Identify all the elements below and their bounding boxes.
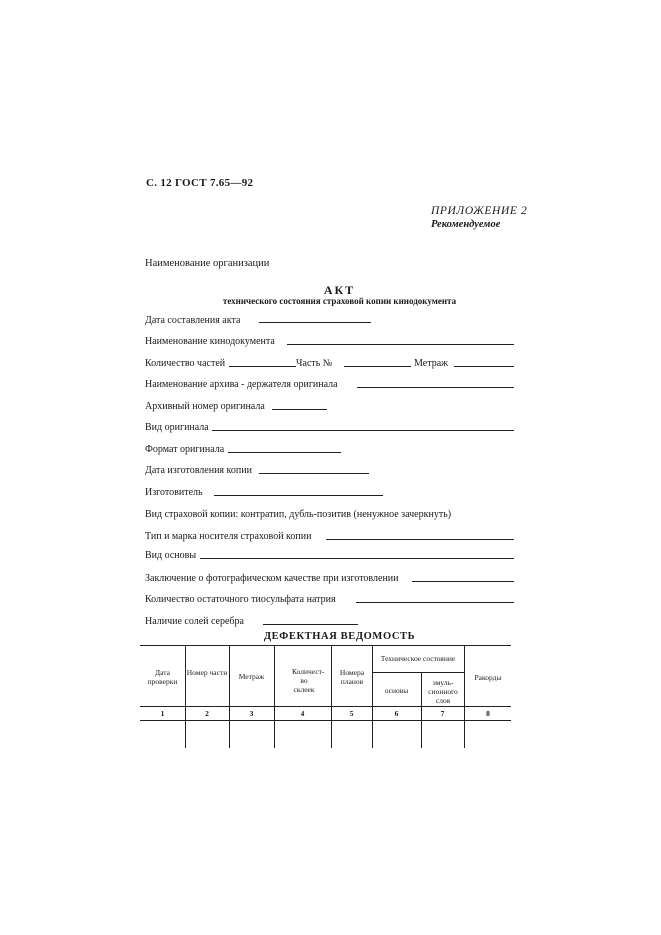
- field-archive-name-line[interactable]: [357, 387, 514, 388]
- defect-sheet-title: ДЕФЕКТНАЯ ВЕДОМОСТЬ: [263, 631, 416, 642]
- table-col-divider-1: [185, 645, 186, 748]
- col-number: 4: [300, 709, 305, 718]
- col-header-tech-state: Техническое состояние: [380, 654, 456, 663]
- field-carrier-type-label: Тип и марка носителя страховой копии: [145, 531, 312, 542]
- table-header-border: [140, 706, 511, 707]
- field-thiosulfate-label: Количество остаточного тиосульфата натрия: [145, 594, 336, 605]
- field-base-type-line[interactable]: [200, 558, 514, 559]
- field-part-no-label: Часть №: [296, 358, 333, 369]
- field-original-type-line[interactable]: [212, 430, 514, 431]
- act-subtitle: технического состояния страховой копии кинодокумента: [222, 296, 457, 306]
- col-number: 7: [440, 709, 445, 718]
- table-number-border: [140, 720, 511, 721]
- col-header-check-date: Дата проверки: [147, 668, 178, 686]
- field-copy-date-label: Дата изготовления копии: [145, 465, 252, 476]
- appendix-title: ПРИЛОЖЕНИЕ 2: [431, 205, 528, 217]
- field-parts-count-label: Количество частей: [145, 358, 226, 369]
- col-header-leaders: Ракорды: [474, 673, 502, 682]
- field-base-type-label: Вид основы: [145, 550, 197, 561]
- field-silver-salts-label: Наличие солей серебра: [145, 616, 244, 627]
- organization-label: Наименование организации: [145, 258, 270, 269]
- appendix-status: Рекомендуемое: [431, 219, 501, 230]
- col-header-shots: Номера планов: [339, 668, 365, 686]
- field-archive-name-label: Наименование архива - держателя оригинала: [145, 379, 338, 390]
- field-original-format-label: Формат оригинала: [145, 444, 225, 455]
- col-number: 2: [205, 709, 209, 718]
- act-title: АКТ: [323, 283, 356, 297]
- field-silver-salts-line[interactable]: [263, 624, 358, 625]
- table-col-divider-4: [331, 645, 332, 748]
- col-header-part-no: Номер части: [186, 668, 228, 677]
- col-header-length: Метраж: [238, 672, 265, 681]
- field-part-no-line[interactable]: [344, 366, 411, 367]
- field-original-type-label: Вид оригинала: [145, 422, 209, 433]
- table-col-divider-7: [464, 645, 465, 748]
- col-number: 6: [394, 709, 399, 718]
- field-copy-type-label: Вид страховой копии: контратип, дубль-позитив (ненужное зачеркнуть): [145, 509, 452, 520]
- page-header-ref: С. 12 ГОСТ 7.65—92: [146, 177, 254, 189]
- table-top-border: [140, 645, 511, 646]
- field-original-format-line[interactable]: [228, 452, 341, 453]
- field-parts-count-line[interactable]: [229, 366, 296, 367]
- field-date-compiled-label: Дата составления акта: [145, 315, 241, 326]
- field-thiosulfate-line[interactable]: [356, 602, 514, 603]
- col-number: 8: [486, 709, 490, 718]
- field-maker-line[interactable]: [214, 495, 383, 496]
- table-subheader-border: [372, 672, 464, 673]
- col-header-base: основы: [384, 686, 409, 695]
- field-length-line[interactable]: [454, 366, 514, 367]
- field-photo-quality-line[interactable]: [412, 581, 514, 582]
- field-length-label: Метраж: [414, 358, 449, 369]
- field-archive-no-line[interactable]: [272, 409, 327, 410]
- field-photo-quality-label: Заключение о фотографическом качестве при изготовлении: [145, 573, 399, 584]
- field-copy-date-line[interactable]: [259, 473, 369, 474]
- field-archive-no-label: Архивный номер оригинала: [145, 401, 265, 412]
- table-col-divider-3: [274, 645, 275, 748]
- col-number: 5: [349, 709, 354, 718]
- col-header-splices: Количест-во склеек: [292, 667, 325, 694]
- col-number: 3: [249, 709, 254, 718]
- col-number: 1: [160, 709, 165, 718]
- field-date-compiled-line[interactable]: [259, 322, 371, 323]
- field-carrier-type-line[interactable]: [326, 539, 514, 540]
- col-header-emulsion: эмуль-сионного слоя: [428, 678, 458, 705]
- field-doc-name-label: Наименование кинодокумента: [145, 336, 275, 347]
- table-col-divider-2: [229, 645, 230, 748]
- field-maker-label: Изготовитель: [145, 487, 203, 498]
- field-doc-name-line[interactable]: [287, 344, 514, 345]
